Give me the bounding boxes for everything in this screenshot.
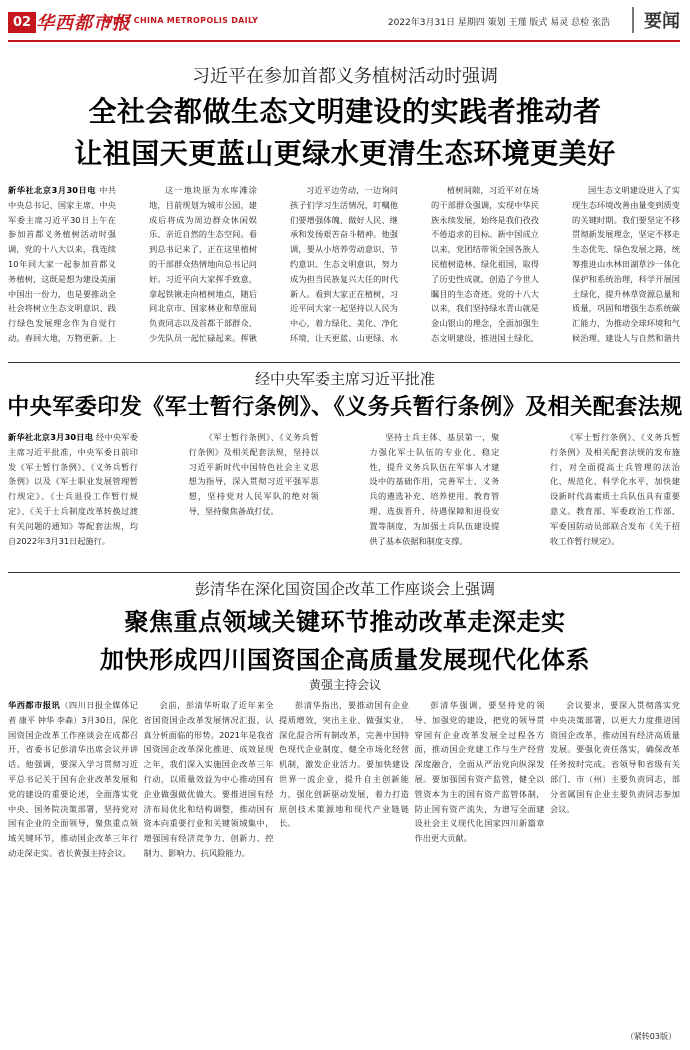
page-number: 02 [8, 12, 36, 33]
paper-english-name: WEST CHINA METROPOLIS DAILY [104, 16, 259, 25]
story2-col-2 [189, 430, 319, 568]
story2-text-3: 坚持士兵主体、基层第一，聚力强化军士队伍的专业化、稳定性，提升义务兵队伍在军事人才建设中的基础作用，完善军士、义务兵的遴选补充、培养使用、教育管理、选拔晋升、待遇保障和退役安置等制度，为加强士兵队伍建设提供了基本依据和制度支撑。 [369, 432, 500, 546]
story1-headline-2: 让祖国天更蓝山更绿水更清生态环境更美好 [74, 137, 616, 170]
story3-dateline: 华西都市报讯 [8, 700, 61, 710]
story3-text-5: 会议要求，要深入贯彻落实党中央决策部署，以更大力度推进国资国企改革，推动国有经济高质量发展。要强化责任落实，确保改革任务按时完成。省领导和省级有关部门、市（州）主要负责同志，部分省属国有企业主要负责同志参加会议。 [550, 700, 680, 814]
story2-text-2: 《军士暂行条例》、《义务兵暂行条例》及相关配套法规，坚持以习近平新时代中国特色社会主义思想为指导，深入贯彻习近平强军思想，坚持党对人民军队的绝对领导，坚持聚焦备战打仗。 [188, 432, 319, 516]
story3-text-2: 会前，彭清华听取了近年来全省国资国企改革发展情况汇报，认真分析面临的形势。2021年是我省国资国企改革深化推进、成效显现之年，我们深入实施国企改革三年行动，以质量效益为中心推动国有企业做强做优做大。要推进国有经济布局优化和结构调整，推动国有资本向重要行业和关键领域集中，增强国有经济竞争力、创新力、控制力、影响力、抗风险能力。 [143, 700, 274, 858]
story1-col-3 [290, 183, 398, 349]
story1-col-2 [149, 183, 257, 349]
story3-col-3 [279, 698, 409, 1028]
story3-headline-1: 聚焦重点领域关键环节推动改革走深走实 [124, 608, 566, 636]
story3-col-2 [144, 698, 274, 1028]
story3-text-4: 彭清华强调，要坚持党的领导、加强党的建设，把党的领导贯穿国有企业改革发展全过程各方面，推动国企党建工作与生产经营深度融合，全面从严治党向纵深发展。要加强国有资产监管，健全以管资本为主的国有资产监管体制，防止国有资产流失，为谱写全面建设社会主义现代化国家四川新篇章作出更大贡献。 [414, 700, 545, 844]
continued-note: （紧转03版） [625, 1032, 676, 1041]
story2-dateline: 新华社北京3月30日电 [8, 432, 94, 442]
story1-col-4 [431, 183, 539, 349]
story1-col-5 [572, 183, 680, 349]
story2-text-1: 经中央军委主席习近平批准，中央军委日前印发《军士暂行条例》、《义务兵暂行条例》以及《军士职业发展管理暂行规定》、《士兵退役工作暂行规定》、《关于士兵制度改革转换过渡有关问题的通知》等配套法规，均自2022年3月31日起施行。 [8, 432, 138, 546]
header-rule [8, 40, 680, 42]
story3-col-4 [415, 698, 545, 1028]
story2-kicker: 经中央军委主席习近平批准 [254, 370, 435, 388]
story1-kicker: 习近平在参加首都义务植树活动时强调 [192, 66, 498, 87]
story2-headline: 中央军委印发《军士暂行条例》、《义务兵暂行条例》及相关配套法规 [7, 395, 683, 420]
story3-headline-2: 加快形成四川国资国企高质量发展现代化体系 [100, 646, 590, 674]
story3-body [8, 698, 680, 1028]
masthead [0, 0, 690, 44]
story2-col-4 [550, 430, 680, 568]
story3-col-5 [550, 698, 680, 1028]
paper-logo: 华西都市报 [36, 13, 131, 34]
section-label: 要闻 [632, 7, 680, 33]
story3-text-3: 彭清华指出，要推动国有企业提质增效，突出主业、做强实业，深化混合所有制改革，完善中国特色现代企业制度，健全市场化经营机制，激发企业活力。要加快建设世界一流企业，提升自主创新能力，强化创新驱动发展，着力打造原创技术策源地和现代产业链链长。 [279, 700, 409, 829]
story1-text-1: 中共中央总书记、国家主席、中央军委主席习近平30日上午在参加首都义务植树活动时强调，党的十八大以来，我连续10年同大家一起参加首都义务植树，这既是想为建设美丽中国出一份力，也是要推动全社会将树立生态文明意识、践行绿色发展理念作为自觉行动。春回大地，万物更新。上 [8, 185, 116, 343]
story2-col-3 [369, 430, 499, 568]
story1-text-2: 这一地块原为水库滩涂地，目前规划为城市公园，建成后将成为周边群众休闲娱乐、亲近自然的生态空间。看到总书记来了，正在这里植树的干部群众热情地向总书记问好。习近平向大家挥手致意，拿起铁锹走向植树地点，随后同北京市、国家林业和草原局负责同志以及首都干部群众、少先队员一起忙碌起来。挥锹 [149, 185, 257, 343]
story-divider [8, 572, 680, 573]
story3-subhead: 黄强主持会议 [308, 678, 381, 692]
story1-headline-1: 全社会都做生态文明建设的实践者推动者 [88, 95, 602, 128]
story1-body [8, 183, 680, 349]
story1-col-1 [8, 183, 116, 349]
story2-body [8, 430, 680, 568]
story1-text-4: 植树间隙，习近平对在场的干部群众强调，实现中华民族永续发展，始终是我们孜孜不倦追求的目标。新中国成立以来，党团结带领全国各族人民植树造林、绿化祖国，取得了历史性成就，创造了今世人瞩目的生态奇迹。党的十八大以来，我们坚持绿水青山就是金山银山的理念，全面加强生态文明建设，推进国土绿化， [431, 185, 539, 343]
story2-text-4: 《军士暂行条例》、《义务兵暂行条例》及相关配套法规的发布施行，对全面提高士兵管理的法治化、规范化、科学化水平，加快建设新时代高素质士兵队伍具有重要意义。教育部、军委政治工作部、军委国防动员部联合发布《关于招收工作暂行规定》。 [549, 432, 680, 546]
story-divider [8, 362, 680, 363]
story1-dateline: 新华社北京3月30日电 [8, 185, 96, 195]
story1-text-3: 习近平边劳动，一边询问孩子们学习生活情况，叮嘱他们要增强体魄、做好人民、继承和发扬艰苦奋斗精神。他强调，要从小培养劳动意识、节约意识、生态文明意识，努力成为担当民族复兴大任的时代新人。看到大家正在植树，习近平同大家一起坚持以人民为中心，着力绿化、美化、净化环境，让天更蓝、山更绿、水 [290, 185, 398, 343]
story1-text-5: 国生态文明建设进入了实现生态环境改善由量变到质变的关键时期。我们要坚定不移贯彻新发展理念，坚定不移走生态优先、绿色发展之路，统筹推进山水林田湖草沙一体化保护和系统治理，科学开展国土绿化，提升林草资源总量和质量，巩固和增强生态系统碳汇能力，为推动全球环境和气候治理、建设人与自然和谐共 [572, 185, 680, 343]
story2-col-1 [8, 430, 138, 568]
story3-col-1 [8, 698, 138, 1028]
story3-text-1: （四川日报全媒体记者 康平 钟华 李森）3月30日，深化国资国企改革工作座谈会在成都召开，省委书记彭清华出席会议并讲话。他强调，要深入学习贯彻习近平总书记关于国有企业改革发展和党的建设的重要论述，全面落实党中央、国务院决策部署，坚持党对国有企业的全面领导，聚焦重点领域关键环节，推动国企改革三年行动走深走实。省长黄强主持会议。 [8, 700, 138, 858]
story3-kicker: 彭清华在深化国资国企改革工作座谈会上强调 [194, 580, 495, 598]
dateline: 2022年3月31日 星期四 策划 王瑾 版式 易灵 总检 张浩 [387, 18, 610, 28]
